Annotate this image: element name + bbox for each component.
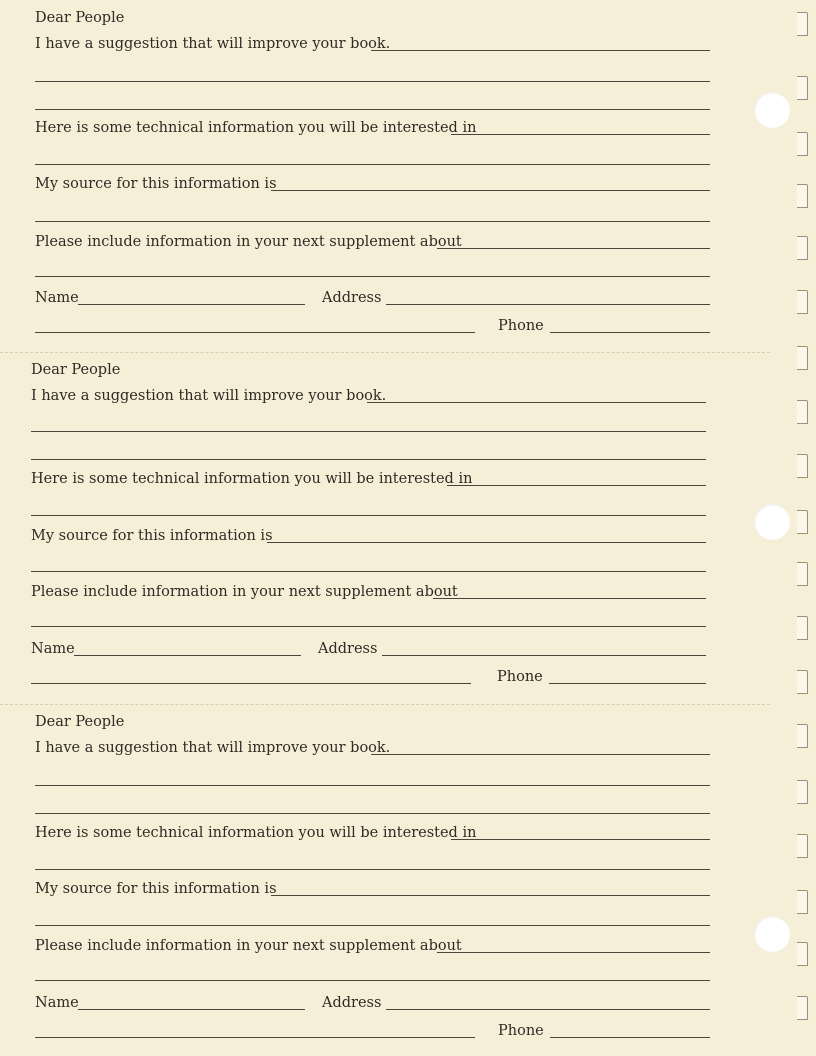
source-line-2[interactable] <box>35 925 710 926</box>
address-field[interactable] <box>386 304 710 305</box>
suggestion-label: I have a suggestion that will improve your book. <box>31 388 387 404</box>
suggestion-field[interactable] <box>371 754 710 755</box>
index-tab <box>797 942 808 966</box>
suggestion-line-3[interactable] <box>35 813 710 814</box>
address-line-2[interactable] <box>35 1037 475 1038</box>
suggestion-label: I have a suggestion that will improve your book. <box>35 740 391 756</box>
index-tab <box>797 236 808 260</box>
punch-hole <box>754 92 790 128</box>
index-tab <box>797 780 808 804</box>
address-field[interactable] <box>386 1009 710 1010</box>
supplement-field[interactable] <box>433 598 706 599</box>
index-tab <box>797 184 808 208</box>
technical-field[interactable] <box>447 485 706 486</box>
address-label: Address <box>322 995 382 1011</box>
address-line-2[interactable] <box>31 683 471 684</box>
index-tab <box>797 400 808 424</box>
index-tab <box>797 890 808 914</box>
index-tab <box>797 132 808 156</box>
phone-field[interactable] <box>549 683 706 684</box>
suggestion-line-2[interactable] <box>35 785 710 786</box>
technical-label: Here is some technical information you will be interested in <box>31 471 473 487</box>
index-tab <box>797 510 808 534</box>
index-tab <box>797 454 808 478</box>
supplement-line-2[interactable] <box>35 276 710 277</box>
greeting-text: Dear People <box>31 362 121 378</box>
greeting-text: Dear People <box>35 714 125 730</box>
index-tab <box>797 670 808 694</box>
phone-label: Phone <box>498 318 544 334</box>
name-field[interactable] <box>78 1009 305 1010</box>
index-tab <box>797 834 808 858</box>
feedback-card-2 <box>31 360 706 704</box>
technical-line-2[interactable] <box>35 164 710 165</box>
supplement-field[interactable] <box>437 248 710 249</box>
source-label: My source for this information is <box>35 881 277 897</box>
index-tab <box>797 562 808 586</box>
source-field[interactable] <box>271 190 710 191</box>
suggestion-line-2[interactable] <box>35 81 710 82</box>
feedback-card-1 <box>35 8 710 352</box>
binder-edge <box>742 0 816 1056</box>
name-label: Name <box>35 995 79 1011</box>
supplement-line-2[interactable] <box>35 980 710 981</box>
index-tab <box>797 12 808 36</box>
name-label: Name <box>31 641 75 657</box>
phone-label: Phone <box>497 669 543 685</box>
index-tab <box>797 996 808 1020</box>
address-label: Address <box>322 290 382 306</box>
source-line-2[interactable] <box>35 221 710 222</box>
source-field[interactable] <box>267 542 706 543</box>
card-perforation-1 <box>0 352 770 353</box>
source-field[interactable] <box>271 895 710 896</box>
source-line-2[interactable] <box>31 571 706 572</box>
suggestion-label: I have a suggestion that will improve your book. <box>35 36 391 52</box>
suggestion-line-3[interactable] <box>31 459 706 460</box>
technical-label: Here is some technical information you will be interested in <box>35 120 477 136</box>
source-label: My source for this information is <box>31 528 273 544</box>
name-field[interactable] <box>74 655 301 656</box>
address-field[interactable] <box>382 655 706 656</box>
technical-field[interactable] <box>451 839 710 840</box>
address-line-2[interactable] <box>35 332 475 333</box>
name-field[interactable] <box>78 304 305 305</box>
phone-label: Phone <box>498 1023 544 1039</box>
suggestion-field[interactable] <box>371 50 710 51</box>
phone-field[interactable] <box>550 1037 710 1038</box>
index-tab <box>797 290 808 314</box>
name-label: Name <box>35 290 79 306</box>
card-perforation-2 <box>0 704 770 705</box>
feedback-card-3 <box>35 712 710 1056</box>
index-tab <box>797 724 808 748</box>
supplement-field[interactable] <box>437 952 710 953</box>
suggestion-field[interactable] <box>367 402 706 403</box>
index-tab <box>797 616 808 640</box>
technical-label: Here is some technical information you will be interested in <box>35 825 477 841</box>
supplement-label: Please include information in your next supplement about <box>31 584 458 600</box>
technical-line-2[interactable] <box>31 515 706 516</box>
punch-hole <box>754 916 790 952</box>
greeting-text: Dear People <box>35 10 125 26</box>
punch-hole <box>754 504 790 540</box>
address-label: Address <box>318 641 378 657</box>
technical-field[interactable] <box>451 134 710 135</box>
source-label: My source for this information is <box>35 176 277 192</box>
technical-line-2[interactable] <box>35 869 710 870</box>
index-tab <box>797 76 808 100</box>
suggestion-line-3[interactable] <box>35 109 710 110</box>
suggestion-line-2[interactable] <box>31 431 706 432</box>
supplement-label: Please include information in your next supplement about <box>35 938 462 954</box>
phone-field[interactable] <box>550 332 710 333</box>
supplement-line-2[interactable] <box>31 626 706 627</box>
supplement-label: Please include information in your next supplement about <box>35 234 462 250</box>
index-tab <box>797 346 808 370</box>
